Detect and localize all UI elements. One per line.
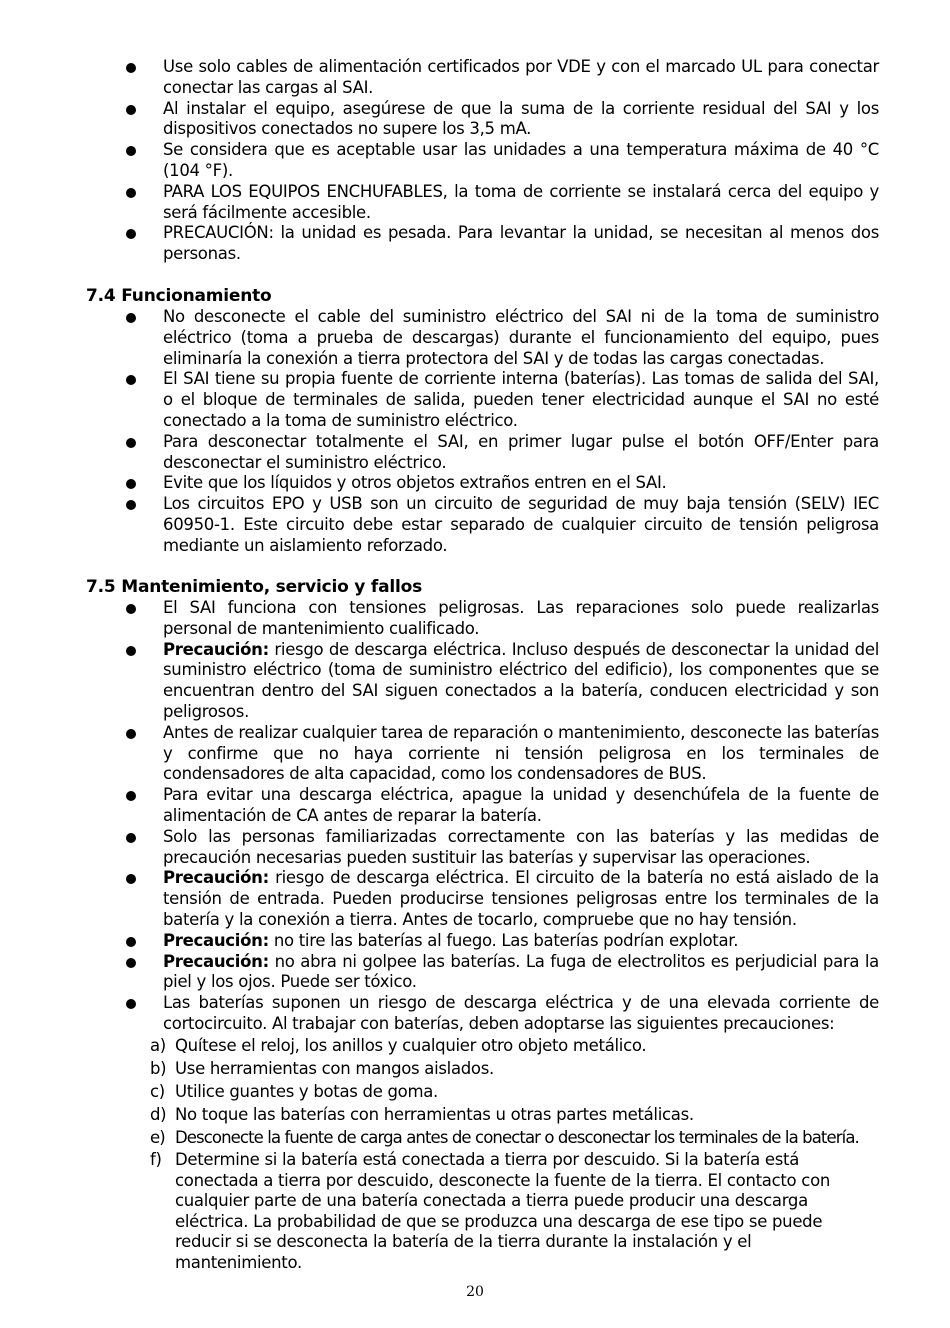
list-item: Antes de realizar cualquier tarea de reparación o mantenimiento, desconecte las baterías y confirme que no haya corriente ni tensión peligrosa en los terminales de condensadores de alta capacidad, como los condensadores de BUS.: [123, 723, 879, 785]
sub-list-item: [150, 1150, 880, 1274]
list-item: [123, 868, 879, 930]
list-item: [123, 931, 879, 952]
sub-list-item: [150, 1058, 880, 1079]
sub-list-item: [150, 1081, 880, 1102]
sub-item-marker: a): [150, 1036, 166, 1055]
list-item: No desconecte el cable del suministro eléctrico del SAI ni de la toma de suministro eléctrico (toma a prueba de descargas) durante el funcionamiento del equipo, pues eliminaría la conexión a tierra protectora del SAI y de todas las cargas conectadas.: [123, 307, 879, 369]
sub-item-marker: f): [150, 1150, 162, 1169]
section-heading-7-5: 7.5 Mantenimiento, servicio y fallos: [86, 577, 423, 597]
sub-item-text: Quítese el reloj, los anillos y cualquier otro objeto metálico.: [175, 1036, 647, 1055]
list-item: El SAI funciona con tensiones peligrosas. Las reparaciones solo puede realizarlas personal de mantenimiento cualificado.: [123, 598, 879, 640]
list-item: Solo las personas familiarizadas correctamente con las baterías y las medidas de precaución necesarias pueden sustituir las baterías y supervisar las operaciones.: [123, 827, 879, 869]
list-item: Los circuitos EPO y USB son un circuito de seguridad de muy baja tensión (SELV) IEC 60950-1. Este circuito debe estar separado de cualquier circuito de tensión peligrosa mediante un aislamiento reforzado.: [123, 494, 879, 556]
list-item: El SAI tiene su propia fuente de corriente interna (baterías). Las tomas de salida del SAI, o el bloque de terminales de salida, pueden tener electricidad aunque el SAI no esté conectado a la toma de suministro eléctrico.: [123, 369, 879, 431]
caution-text: riesgo de descarga eléctrica. Incluso después de desconectar la unidad del suministro eléctrico (toma de suministro eléctrico del edificio), los componentes que se encuentran dentro del SAI siguen conectados a la batería, conducen electricidad y son peligrosos.: [163, 639, 879, 721]
caution-label: Precaución:: [163, 930, 269, 950]
list-item: [123, 640, 879, 723]
list-item: [123, 952, 879, 994]
maintenance-bullet-list: [123, 598, 879, 1035]
caution-label: Precaución:: [163, 868, 269, 888]
list-item: Para desconectar totalmente el SAI, en primer lugar pulse el botón OFF/Enter para desconectar el suministro eléctrico.: [123, 432, 879, 474]
list-item: PARA LOS EQUIPOS ENCHUFABLES, la toma de corriente se instalará cerca del equipo y será fácilmente accesible.: [123, 182, 879, 224]
operation-bullet-list: [123, 307, 879, 557]
sub-item-marker: b): [150, 1059, 167, 1078]
sub-list-item: [150, 1104, 880, 1125]
section-heading-7-4: 7.4 Funcionamiento: [86, 286, 272, 306]
caution-label: Precaución:: [163, 639, 269, 659]
list-item: Evite que los líquidos y otros objetos extraños entren en el SAI.: [123, 473, 879, 494]
sub-item-text: Utilice guantes y botas de goma.: [175, 1082, 438, 1101]
sub-item-text: No toque las baterías con herramientas u otras partes metálicas.: [175, 1105, 694, 1124]
list-item: Use solo cables de alimentación certificados por VDE y con el marcado UL para conectar conectar las cargas al SAI.: [123, 57, 879, 99]
sub-item-marker: e): [150, 1128, 165, 1147]
list-item: Las baterías suponen un riesgo de descarga eléctrica y de una elevada corriente de cortocircuito. Al trabajar con baterías, deben adoptarse las siguientes precauciones:: [123, 993, 879, 1035]
caution-text: no tire las baterías al fuego. Las baterías podrían explotar.: [268, 930, 739, 950]
list-item: Al instalar el equipo, asegúrese de que la suma de la corriente residual del SAI y los dispositivos conectados no supere los 3,5 mA.: [123, 99, 879, 141]
sub-item-text: Determine si la batería está conectada a tierra por descuido. Si la batería está conectada a tierra por descuido, desconecte la fuente de la tierra. El contacto con cualquier parte de una batería conectada a tierra puede producir una descarga eléctrica. La probabilidad de que se produzca una descarga de ese tipo se puede reducir si se desconecta la batería de la tierra durante la instalación y el mantenimiento.: [175, 1150, 831, 1272]
sub-item-text: Use herramientas con mangos aislados.: [175, 1059, 494, 1078]
caution-text: no abra ni golpee las baterías. La fuga de electrolitos es perjudicial para la piel y los ojos. Puede ser tóxico.: [163, 951, 879, 992]
list-item: Se considera que es aceptable usar las unidades a una temperatura máxima de 40 °C (104 °F).: [123, 140, 879, 182]
list-item: Para evitar una descarga eléctrica, apague la unidad y desenchúfela de la fuente de alimentación de CA antes de reparar la batería.: [123, 785, 879, 827]
intro-bullet-list: [123, 57, 879, 265]
list-item: PRECAUCIÓN: la unidad es pesada. Para levantar la unidad, se necesitan al menos dos personas.: [123, 223, 879, 265]
sub-item-marker: d): [150, 1105, 167, 1124]
battery-precautions-list: [150, 1035, 880, 1274]
sub-list-item: [150, 1035, 880, 1056]
caution-text: riesgo de descarga eléctrica. El circuito de la batería no está aislado de la tensión de entrada. Pueden producirse tensiones peligrosas entre los terminales de la batería y la conexión a tierra. Antes de tocarlo, compruebe que no hay tensión.: [163, 868, 879, 929]
sub-list-item: [150, 1127, 880, 1148]
caution-label: Precaución:: [163, 951, 269, 971]
page-number: 20: [466, 1284, 484, 1300]
sub-item-marker: c): [150, 1082, 165, 1101]
sub-item-text: Desconecte la fuente de carga antes de conectar o desconectar los terminales de la batería.: [175, 1128, 859, 1147]
